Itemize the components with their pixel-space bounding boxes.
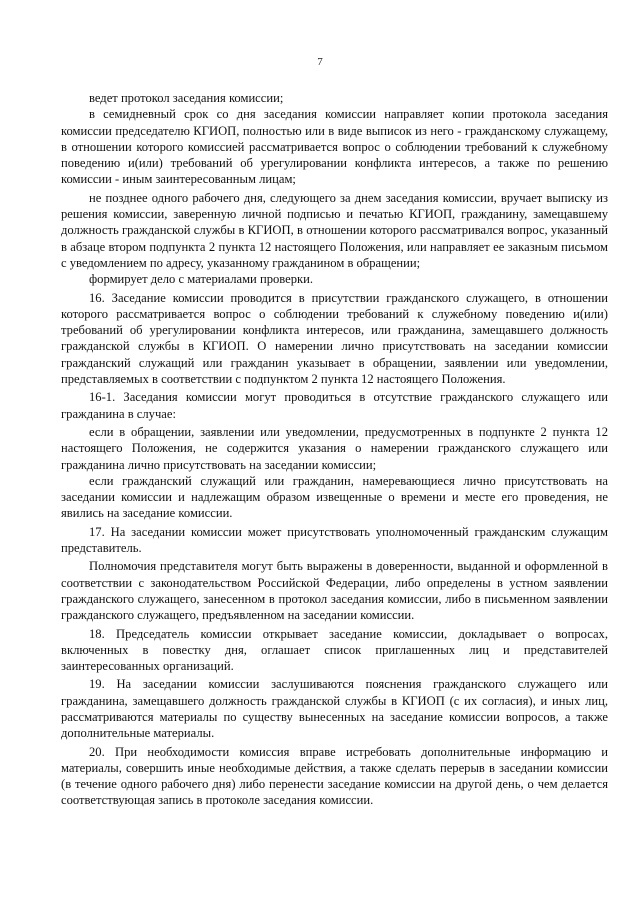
paragraph: 17. На заседании комиссии может присутствовать уполномоченный гражданским служащим представитель. bbox=[61, 524, 608, 556]
paragraph: 16. Заседание комиссии проводится в присутствии гражданского служащего, в отношении которого рассматривается вопрос о соблюдении требований к служебному поведению и(или) требований об урегулировании конфликта интересов, или гражданина, замещавшего должность гражданской службы в КГИОП. О намерении лично присутствовать на заседании комиссии гражданский служащий или гражданин указывает в обращении, заявлении или уведомлении, представляемых в соответствии с подпунктом 2 пункта 12 настоящего Положения. bbox=[61, 290, 608, 387]
paragraph: в семидневный срок со дня заседания комиссии направляет копии протокола заседания комиссии председателю КГИОП, полностью или в виде выписок из него - гражданскому служащему, в отношении которого комиссией рассматривается вопрос о соблюдении требований к служебному поведению и(или) требований об урегулировании конфликта интересов, а также по решению комиссии - иным заинтересованным лицам; bbox=[61, 107, 608, 187]
paragraph: если гражданский служащий или гражданин, намеревающиеся лично присутствовать на заседании комиссии и надлежащим образом извещенные о времени и месте его проведения, не явились на заседание комиссии. bbox=[61, 473, 608, 521]
document-body bbox=[61, 90, 608, 809]
paragraph: формирует дело с материалами проверки. bbox=[89, 272, 314, 287]
paragraph: не позднее одного рабочего дня, следующего за днем заседания комиссии, вручает выписку из решения комиссии, заверенную личной подписью и печатью КГИОП, гражданину, замещавшему должность гражданской службы в КГИОП, в отношении которого рассматривался вопрос, указанный в абзаце втором подпункта 2 пункта 12 настоящего Положения, или направляет ее заказным письмом с уведомлением по адресу, указанному гражданином в обращении; bbox=[61, 190, 608, 270]
paragraph: если в обращении, заявлении или уведомлении, предусмотренных в подпункте 2 пункта 12 настоящего Положения, не содержится указания о намерении гражданского служащего или гражданина лично присутствовать на заседании комиссии; bbox=[61, 424, 608, 472]
paragraph: 19. На заседании комиссии заслушиваются пояснения гражданского служащего или гражданина, замещавшего должность гражданской службы в КГИОП (с их согласия), и иных лиц, рассматриваются материалы по существу вынесенных на заседание комиссии вопросов, а также дополнительные материалы. bbox=[61, 677, 608, 741]
paragraph: ведет протокол заседания комиссии; bbox=[89, 91, 284, 105]
paragraph: 18. Председатель комиссии открывает заседание комиссии, докладывает о вопросах, включенных в повестку дня, оглашает список приглашенных лиц и представителей заинтересованных организаций. bbox=[61, 626, 608, 674]
paragraph: 20. При необходимости комиссия вправе истребовать дополнительные информацию и материалы, совершить иные необходимые действия, а также сделать перерыв в заседании комиссии (в течение одного рабочего дня) либо перенести заседание комиссии на другой день, о чем делается соответствующая запись в протоколе заседания комиссии. bbox=[61, 744, 608, 808]
paragraph: 16-1. Заседания комиссии могут проводиться в отсутствие гражданского служащего или гражданина в случае: bbox=[61, 390, 608, 421]
page-number: 7 bbox=[317, 56, 323, 68]
paragraph: Полномочия представителя могут быть выражены в доверенности, выданной и оформленной в соответствии с законодательством Российской Федерации, либо определены в устном заявлении гражданского служащего, занесенном в протокол заседания комиссии, либо в письменном заявлении гражданского служащего, предъявленном на заседании комиссии. bbox=[61, 559, 608, 623]
